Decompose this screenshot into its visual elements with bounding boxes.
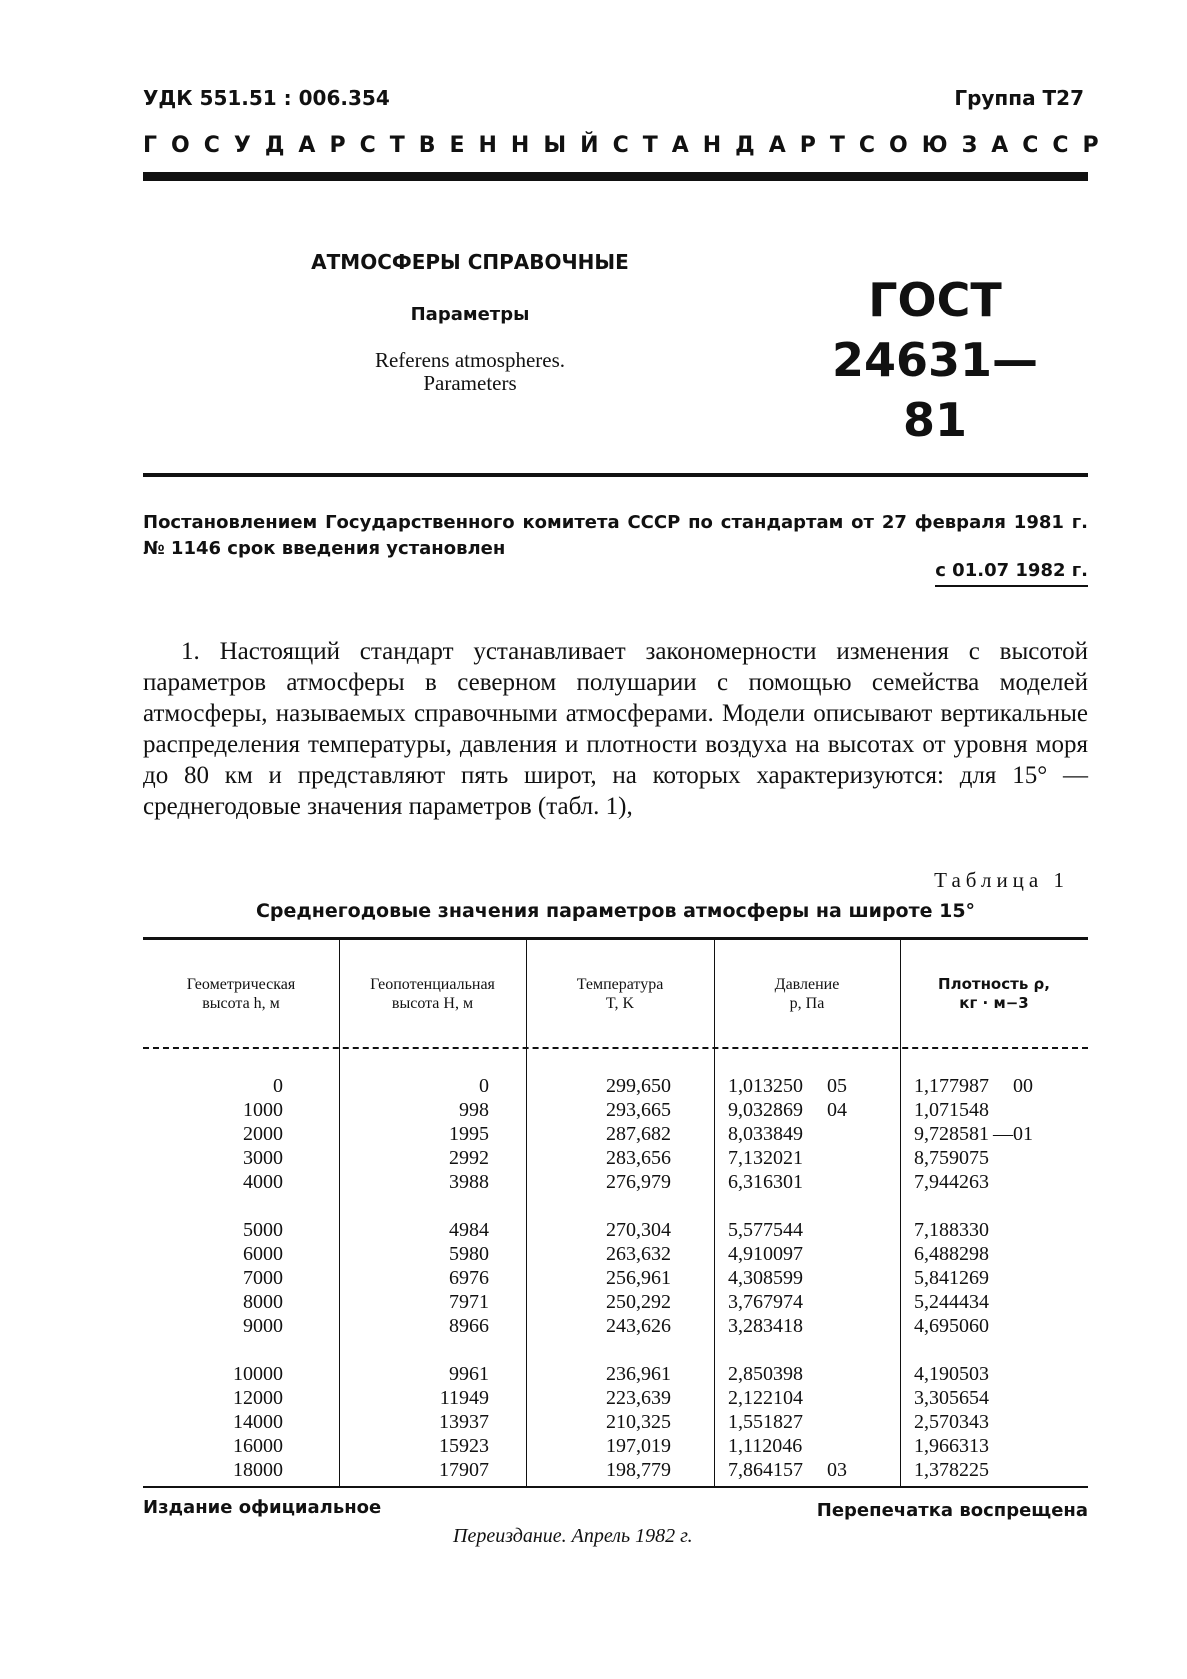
mantissa: 4,190503: [914, 1363, 989, 1385]
table-cell: [914, 1242, 1084, 1266]
header-pressure: [714, 975, 900, 1013]
mantissa: 5,244434: [914, 1291, 989, 1313]
mantissa: 1,378225: [914, 1459, 989, 1481]
mantissa: 2,570343: [914, 1411, 989, 1433]
table-cell: 8966: [449, 1315, 489, 1337]
mantissa: 1,112046: [728, 1435, 803, 1457]
table-cell: 18000: [233, 1459, 283, 1481]
table-top-rule: [143, 937, 1088, 940]
reprint-ban: Перепечатка воспрещена: [816, 1500, 1088, 1521]
table-cell: 16000: [233, 1435, 283, 1457]
mantissa: 1,551827: [728, 1411, 803, 1433]
table-cell: [728, 1458, 893, 1482]
mantissa: 1,071548: [914, 1099, 989, 1121]
table-cell: [914, 1314, 1084, 1338]
header-line: p, Па: [789, 995, 825, 1012]
mantissa: 7,864157: [728, 1459, 803, 1481]
header-line: высота h, м: [202, 995, 280, 1012]
mantissa: 7,944263: [914, 1171, 989, 1193]
gost-designation: [820, 270, 1050, 450]
table-cell: [728, 1122, 893, 1146]
mantissa: 6,488298: [914, 1243, 989, 1265]
table-cell: 12000: [233, 1387, 283, 1409]
group-spacer: [526, 1338, 671, 1362]
mantissa: 1,013250: [728, 1075, 803, 1097]
table-cell: [728, 1098, 893, 1122]
document-subtitle: Параметры: [410, 304, 530, 325]
table-cell: 197,019: [606, 1435, 671, 1457]
table-cell: 6976: [449, 1267, 489, 1289]
header-density: [900, 975, 1088, 1013]
decree-text: Постановлением Государственного комитета СССР по стандартам от 27 февраля 1981 г. № 1146 срок введения установлен: [143, 512, 1088, 559]
column-temperature: [526, 1074, 671, 1482]
table-cell: 7971: [449, 1291, 489, 1313]
table-bottom-rule: [143, 1486, 1088, 1488]
group-spacer: [143, 1194, 283, 1218]
column-density: [914, 1074, 1084, 1482]
table-cell: 11949: [439, 1387, 489, 1409]
table-cell: [914, 1074, 1084, 1098]
mantissa: 3,767974: [728, 1291, 803, 1313]
table-cell: 6000: [243, 1243, 283, 1265]
header-line: Геометрическая: [186, 976, 296, 993]
table-cell: [728, 1242, 893, 1266]
group-spacer: [143, 1338, 283, 1362]
heading-word: ГОСУДАРСТВЕННЫЙ: [143, 133, 613, 158]
exponent: 03: [827, 1459, 847, 1481]
mantissa: 4,695060: [914, 1315, 989, 1337]
group-code: Группа Т27: [954, 86, 1084, 110]
table-cell: [728, 1434, 893, 1458]
heading-word: СОЮЗА: [858, 133, 1023, 158]
group-spacer: [914, 1194, 1084, 1218]
table-cell: 4984: [449, 1219, 489, 1241]
header-geometric-height: [143, 975, 339, 1013]
exponent: 00: [1013, 1075, 1033, 1097]
table-cell: [914, 1434, 1084, 1458]
table-cell: 17907: [439, 1459, 489, 1481]
gost-label: ГОСТ: [868, 273, 1002, 327]
table-cell: 15923: [439, 1435, 489, 1457]
table-cell: 9961: [449, 1363, 489, 1385]
mantissa: 8,033849: [728, 1123, 803, 1145]
mantissa: 1,177987: [914, 1075, 989, 1097]
group-spacer: [339, 1338, 489, 1362]
table-cell: 287,682: [606, 1123, 671, 1145]
exponent: —01: [993, 1123, 1033, 1145]
table-cell: 243,626: [606, 1315, 671, 1337]
table-cell: [914, 1410, 1084, 1434]
table-cell: 236,961: [606, 1363, 671, 1385]
official-edition: Издание официальное: [143, 1497, 382, 1518]
table-cell: 0: [479, 1075, 489, 1097]
table-cell: [914, 1362, 1084, 1386]
table-cell: 7000: [243, 1267, 283, 1289]
table-cell: 998: [459, 1099, 489, 1121]
mantissa: 9,032869: [728, 1099, 803, 1121]
table-cell: 5000: [243, 1219, 283, 1241]
mantissa: 6,316301: [728, 1171, 803, 1193]
table-cell: 10000: [233, 1363, 283, 1385]
table-cell: [728, 1146, 893, 1170]
udk-code: УДК 551.51 : 006.354: [143, 86, 390, 110]
header-temperature: [526, 975, 714, 1013]
table-cell: 283,656: [606, 1147, 671, 1169]
group-spacer: [728, 1338, 893, 1362]
table-cell: 2992: [449, 1147, 489, 1169]
table-cell: [914, 1170, 1084, 1194]
table-cell: 3988: [449, 1171, 489, 1193]
table-cell: [914, 1146, 1084, 1170]
table-cell: 293,665: [606, 1099, 671, 1121]
state-standard-heading: [143, 133, 1113, 158]
table-cell: 1000: [243, 1099, 283, 1121]
column-divider: [900, 937, 901, 1488]
table-cell: 256,961: [606, 1267, 671, 1289]
table-cell: [914, 1386, 1084, 1410]
header-line: кг · м−3: [959, 994, 1029, 1012]
mantissa: 8,759075: [914, 1147, 989, 1169]
table-cell: 276,979: [606, 1171, 671, 1193]
mantissa: 1,966313: [914, 1435, 989, 1457]
column-geometric-height: [143, 1074, 283, 1482]
table-cell: [728, 1314, 893, 1338]
exponent: 05: [827, 1075, 847, 1097]
group-spacer: [728, 1194, 893, 1218]
reissue-note: Переиздание. Апрель 1982 г.: [453, 1525, 693, 1547]
heading-word: СТАНДАРТ: [612, 133, 859, 158]
group-spacer: [914, 1338, 1084, 1362]
table-cell: 1995: [449, 1123, 489, 1145]
title-rule: [143, 473, 1088, 477]
table-cell: 2000: [243, 1123, 283, 1145]
table-cell: 9000: [243, 1315, 283, 1337]
mantissa: 7,188330: [914, 1219, 989, 1241]
table-cell: [728, 1218, 893, 1242]
mantissa: 3,283418: [728, 1315, 803, 1337]
table-cell: [728, 1266, 893, 1290]
table-cell: [914, 1122, 1084, 1146]
table-cell: 8000: [243, 1291, 283, 1313]
title-block: [290, 250, 650, 395]
column-divider: [714, 937, 715, 1488]
table-label: Таблица 1: [934, 868, 1069, 892]
document-title: АТМОСФЕРЫ СПРАВОЧНЫЕ: [311, 250, 629, 274]
table-cell: 250,292: [606, 1291, 671, 1313]
group-spacer: [526, 1194, 671, 1218]
table-cell: [914, 1218, 1084, 1242]
table-cell: 299,650: [606, 1075, 671, 1097]
effective-date: с 01.07 1982 г.: [935, 560, 1088, 587]
table-cell: 3000: [243, 1147, 283, 1169]
header-rule: [143, 172, 1088, 181]
table-cell: 223,639: [606, 1387, 671, 1409]
mantissa: 2,122104: [728, 1387, 803, 1409]
table-cell: [914, 1458, 1084, 1482]
table-cell: 5980: [449, 1243, 489, 1265]
table-cell: [914, 1290, 1084, 1314]
table-header-rule: [143, 1047, 1088, 1049]
column-pressure: [728, 1074, 893, 1482]
header-line: Давление: [774, 976, 840, 993]
table-cell: 263,632: [606, 1243, 671, 1265]
header-line: T, K: [605, 995, 635, 1012]
table-cell: [914, 1266, 1084, 1290]
table-cell: 4000: [243, 1171, 283, 1193]
table-cell: 198,779: [606, 1459, 671, 1481]
header-line: высота H, м: [391, 995, 474, 1012]
table-caption: Среднегодовые значения параметров атмосферы на широте 15°: [255, 900, 976, 922]
paragraph-1: 1. Настоящий стандарт устанавливает закономерности изменения с высотой параметров атмосферы в северном полушарии с помощью семейства моделей атмосферы, называемых справочными атмосферами. Модели описывают вертикальные распределения температуры, давления и плотности воздуха на высотах от уровня моря до 80 км и представляют пять широт, на которых характеризуются: для 15° — среднегодовые значения параметров (табл. 1),: [143, 638, 1088, 820]
header-geopotential-height: [339, 975, 526, 1013]
table-cell: 270,304: [606, 1219, 671, 1241]
english-title-line1: Referens atmospheres.: [374, 348, 566, 372]
table-cell: 14000: [233, 1411, 283, 1433]
table-cell: 0: [273, 1075, 283, 1097]
table-cell: [728, 1386, 893, 1410]
table-cell: [728, 1362, 893, 1386]
header-line: Температура: [576, 976, 664, 993]
mantissa: 4,308599: [728, 1267, 803, 1289]
mantissa: 7,132021: [728, 1147, 803, 1169]
gost-number: 24631—81: [831, 333, 1039, 447]
exponent: 04: [827, 1099, 847, 1121]
mantissa: 4,910097: [728, 1243, 803, 1265]
english-title-line2: Parameters: [423, 371, 517, 395]
mantissa: 5,577544: [728, 1219, 803, 1241]
table-cell: [914, 1098, 1084, 1122]
parameters-table: [143, 937, 1088, 1488]
table-cell: [728, 1170, 893, 1194]
group-spacer: [339, 1194, 489, 1218]
table-cell: 13937: [439, 1411, 489, 1433]
header-line: Геопотенциальная: [370, 976, 495, 993]
english-title: [290, 349, 650, 395]
table-cell: [728, 1074, 893, 1098]
column-geopotential-height: [339, 1074, 489, 1482]
table-cell: [728, 1290, 893, 1314]
mantissa: 9,728581: [914, 1123, 989, 1145]
heading-word: ССР: [1022, 133, 1113, 158]
table-cell: 210,325: [606, 1411, 671, 1433]
mantissa: 3,305654: [914, 1387, 989, 1409]
header-line: Плотность ρ,: [938, 975, 1050, 993]
mantissa: 5,841269: [914, 1267, 989, 1289]
mantissa: 2,850398: [728, 1363, 803, 1385]
table-cell: [728, 1410, 893, 1434]
